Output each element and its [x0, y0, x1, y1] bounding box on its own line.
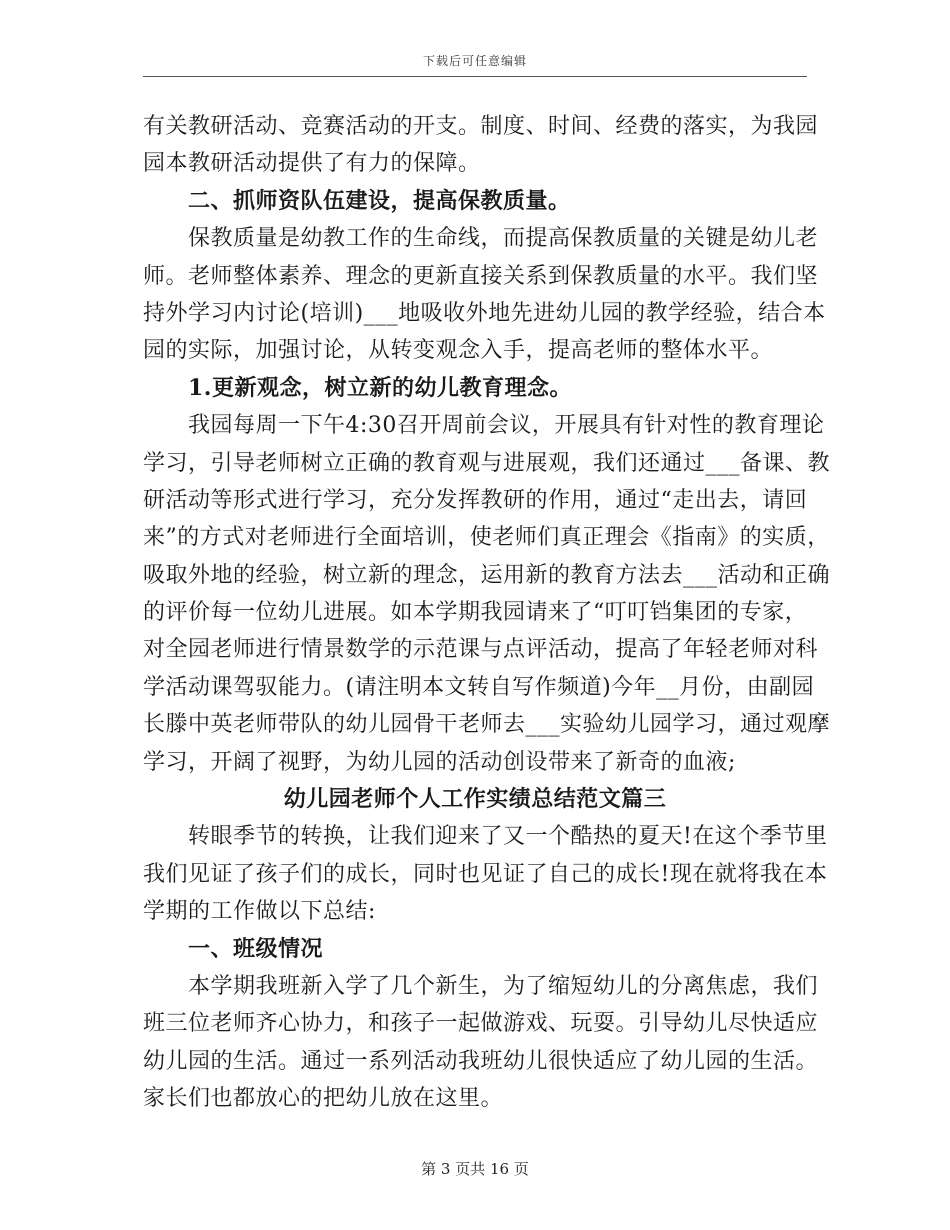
text-line: 师。老师整体素养、理念的更新直接关系到保教质量的水平。我们坚 — [143, 263, 819, 289]
text-line: 长滕中英老师带队的幼儿园骨干老师去___实验幼儿园学习，通过观摩 — [143, 712, 831, 738]
text-line: 来”的方式对老师进行全面培训，使老师们真正理会《指南》的实质， — [143, 525, 830, 551]
page-header: 下载后可任意编辑 — [422, 54, 527, 68]
text-line: 有关教研活动、竞赛活动的开支。制度、时间、经费的落实，为我园 — [143, 114, 819, 139]
subsection-heading: 1.更新观念，树立新的幼儿教育理念。 — [188, 374, 572, 401]
text-line: 本学期我班新入学了几个新生，为了缩短幼儿的分离焦虑，我们 — [188, 973, 819, 999]
text-line: 家长们也都放心的把幼儿放在这里。 — [143, 1086, 504, 1112]
text-line: 的评价每一位幼儿进展。如本学期我园请来了“叮叮铛集团的专家， — [143, 600, 808, 626]
document-body — [143, 108, 831, 1118]
text-line: 园的实际，加强讨论，从转变观念入手，提高老师的整体水平。 — [143, 338, 774, 364]
section-heading: 一、班级情况 — [188, 935, 324, 962]
text-line: 园本教研活动提供了有力的保障。 — [143, 151, 481, 177]
header-divider — [143, 76, 807, 77]
text-line: 幼儿园的生活。通过一系列活动我班幼儿很快适应了幼儿园的生活。 — [143, 1048, 819, 1074]
text-line: 对全园老师进行情景数学的示范课与点评活动，提高了年轻老师对科 — [143, 637, 819, 663]
page-number: 第 3 页共 16 页 — [421, 1160, 529, 1178]
text-line: 学习，开阔了视野，为幼儿园的活动创设带来了新奇的血液; — [143, 749, 736, 775]
text-line: 转眼季节的转换，让我们迎来了又一个酷热的夏天!在这个季节里 — [188, 824, 828, 850]
article-title: 幼儿园老师个人工作实绩总结范文篇三 — [283, 786, 667, 813]
text-line: 持外学习内讨论(培训)___地吸收外地先进幼儿园的教学经验，结合本 — [143, 300, 826, 326]
text-line: 班三位老师齐心协力，和孩子一起做游戏、玩耍。引导幼儿尽快适应 — [143, 1011, 819, 1037]
text-line: 保教质量是幼教工作的生命线，而提高保教质量的关键是幼儿老 — [188, 226, 819, 252]
text-line: 学习，引导老师树立正确的教育观与进展观，我们还通过___备课、教 — [143, 450, 831, 476]
section-heading: 二、抓师资队伍建设，提高保教质量。 — [188, 187, 571, 214]
text-line: 学活动课驾驭能力。(请注明本文转自写作频道)今年__月份，由副园 — [143, 674, 815, 700]
text-line: 我们见证了孩子们的成长，同时也见证了自己的成长!现在就将我在本 — [143, 861, 828, 887]
text-line: 学期的工作做以下总结: — [143, 899, 376, 925]
text-line: 我园每周一下午4:30召开周前会议，开展具有针对性的教育理论 — [188, 413, 825, 439]
text-line: 吸取外地的经验，树立新的理念，运用新的教育方法去___活动和正确 — [143, 562, 831, 588]
text-line: 研活动等形式进行学习，充分发挥教研的作用，通过“走出去，请回 — [143, 487, 808, 513]
